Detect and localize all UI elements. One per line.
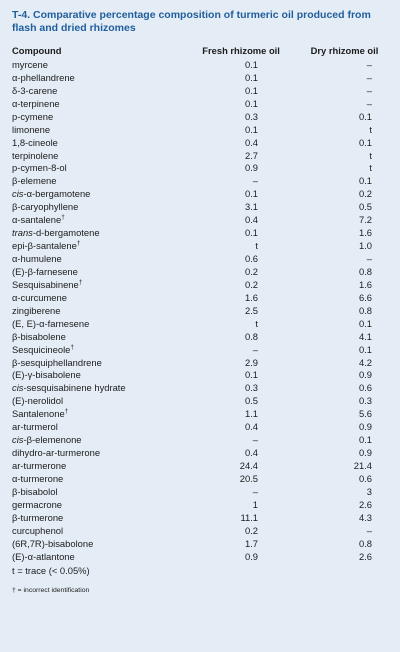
compound-label: -d-bergamotene: [32, 227, 100, 239]
table-row: [12, 97, 388, 110]
table-title: T-4. Comparative percentage composition of turmeric oil produced from flash and dried rhizomes: [12, 9, 371, 34]
compound-name: [12, 150, 188, 161]
table-row: [12, 511, 388, 524]
table-row: [12, 239, 388, 252]
dry-value: 0.3: [358, 395, 372, 407]
dry-value: 0.1: [358, 434, 372, 446]
table-row: [12, 369, 388, 382]
compound-name: [12, 214, 188, 225]
trace-note: t = trace (< 0.05%): [12, 564, 90, 576]
table-row: [12, 265, 388, 278]
table-row: [12, 174, 388, 187]
dry-value: t: [369, 149, 372, 161]
dry-value: 0.1: [358, 343, 372, 355]
compound-label: α-turmerone: [12, 472, 64, 484]
compound-stereo-prefix: cis: [12, 188, 24, 200]
compound-name: [12, 85, 188, 96]
compound-name: [12, 253, 188, 264]
dry-value: 0.9: [358, 447, 372, 459]
compound-label: myrcene: [12, 58, 48, 70]
fresh-value: 0.4: [244, 214, 258, 226]
compound-label: curcuphenol: [12, 524, 64, 536]
compound-label: (E)-γ-bisabolene: [12, 369, 81, 381]
dry-value: 7.2: [358, 214, 372, 226]
table-row: [12, 433, 388, 446]
fresh-value: 0.2: [244, 278, 258, 290]
dry-value: –: [366, 71, 372, 83]
compound-label: -α-bergamotene: [23, 188, 91, 200]
dry-value: 0.1: [358, 136, 372, 148]
dagger-mark: †: [64, 408, 69, 416]
fresh-value: 20.5: [239, 472, 258, 484]
table-row: [12, 71, 388, 84]
compound-label: Santalenone: [12, 408, 65, 420]
fresh-value: 0.5: [244, 395, 258, 407]
fresh-value: –: [252, 485, 258, 497]
dry-value: –: [366, 524, 372, 536]
table-row: [12, 459, 388, 472]
compound-label: Sesquisabinene: [12, 278, 79, 290]
fresh-value: –: [252, 434, 258, 446]
table-row: [12, 420, 388, 433]
table-row: [12, 291, 388, 304]
compound-name: [12, 512, 188, 523]
dry-value: 0.2: [358, 188, 372, 200]
dagger-mark: †: [76, 240, 81, 247]
table-row: [12, 356, 388, 369]
compound-label: β-turmerone: [12, 511, 64, 523]
fresh-value: 2.5: [244, 304, 258, 316]
compound-label: β-elemene: [12, 175, 57, 187]
compound-name: [12, 434, 188, 445]
fresh-value: 11.1: [240, 511, 258, 523]
compound-label: germacrone: [12, 498, 63, 510]
table-row: [12, 58, 388, 71]
compound-label: epi-β-santalene: [12, 240, 77, 252]
compound-name: [12, 357, 188, 368]
table-row: [12, 123, 388, 136]
compound-label: p-cymen-8-ol: [12, 162, 67, 174]
compound-name: [12, 201, 188, 212]
table-row: [12, 162, 388, 175]
compound-name: [12, 538, 188, 549]
compound-name: [12, 124, 188, 135]
table-row: [12, 226, 388, 239]
dry-value: t: [369, 123, 372, 135]
fresh-value: 0.9: [244, 162, 258, 174]
dry-value: 0.6: [358, 472, 372, 484]
dry-value: –: [366, 253, 372, 265]
compound-label: ar-turmerone: [12, 460, 67, 472]
dry-value: 0.9: [358, 421, 372, 433]
fresh-value: 3.1: [244, 201, 258, 213]
fresh-value: 0.1: [244, 188, 258, 200]
compound-label: α-phellandrene: [12, 71, 75, 83]
table-row: [12, 407, 388, 420]
fresh-value: 0.1: [244, 369, 258, 381]
compound-label: dihydro-ar-turmerone: [12, 447, 101, 459]
fresh-value: 2.7: [244, 149, 258, 161]
compound-label: δ-3-carene: [12, 84, 58, 96]
fresh-value: –: [252, 175, 258, 187]
dagger-mark: †: [70, 343, 74, 351]
dagger-mark: †: [78, 278, 83, 286]
table-row: [12, 304, 388, 317]
table-row: [12, 84, 388, 97]
compound-stereo-prefix: cis: [12, 434, 24, 446]
compound-name: [12, 72, 188, 83]
compound-name: [12, 162, 188, 173]
compound-label: β-bisabolol: [12, 485, 58, 497]
compound-name: [12, 240, 188, 251]
table-row: [12, 213, 388, 226]
dry-value: 1.6: [358, 278, 372, 290]
fresh-value: 0.1: [244, 71, 258, 83]
dry-value: –: [366, 84, 372, 96]
dry-value: 4.3: [358, 511, 372, 523]
compound-name: [12, 227, 188, 238]
compound-name: [12, 408, 188, 419]
compound-name: [12, 499, 188, 510]
fresh-value: –: [252, 343, 258, 355]
fresh-value: 0.4: [244, 421, 258, 433]
fresh-value: 0.1: [244, 84, 258, 96]
dagger-mark: †: [61, 214, 65, 222]
compound-name: [12, 525, 188, 536]
footnote: † = incorrect identification: [12, 586, 90, 594]
compound-name: [12, 395, 188, 406]
fresh-value: 0.9: [244, 550, 258, 562]
compound-label: Sesquicineole: [12, 343, 71, 355]
fresh-value: 0.6: [244, 253, 258, 265]
header-compound: Compound: [12, 45, 62, 56]
header-fresh: Fresh rhizome oil: [202, 45, 280, 56]
compound-stereo-prefix: trans: [12, 227, 33, 239]
table-row: [12, 343, 388, 356]
table-row: [12, 485, 388, 498]
compound-label: -sesquisabinene hydrate: [23, 382, 126, 394]
dry-value: 4.2: [358, 356, 372, 368]
table-row: [12, 252, 388, 265]
fresh-value: 0.3: [244, 110, 258, 122]
fresh-value: 0.2: [244, 524, 258, 536]
fresh-value: 1.6: [244, 291, 258, 303]
compound-name: [12, 188, 188, 199]
dry-value: 2.6: [358, 550, 372, 562]
fresh-value: 0.2: [244, 265, 258, 277]
table-row: [12, 394, 388, 407]
table-row: [12, 149, 388, 162]
dry-value: 1.6: [358, 227, 372, 239]
fresh-value: 0.4: [244, 447, 258, 459]
table-row: [12, 187, 388, 200]
table-row: [12, 537, 388, 550]
dry-value: 0.8: [358, 537, 372, 549]
table-row: [12, 317, 388, 330]
compound-label: α-terpinene: [12, 97, 60, 109]
compound-label: ar-turmerol: [12, 421, 58, 433]
fresh-value: 0.4: [244, 136, 258, 148]
table-row: [12, 550, 388, 563]
fresh-value: 0.1: [244, 123, 258, 135]
compound-label: β-sesquiphellandrene: [12, 356, 102, 368]
dry-value: 21.4: [353, 460, 372, 472]
compound-name: [12, 447, 188, 458]
header-dry: Dry rhizome oil: [310, 45, 379, 56]
dry-value: 2.6: [358, 498, 372, 510]
dry-value: 0.8: [358, 304, 372, 316]
compound-label: limonene: [12, 123, 51, 135]
dry-value: 0.8: [358, 265, 372, 277]
dry-value: 4.1: [358, 330, 372, 342]
dry-value: 0.5: [358, 201, 372, 213]
compound-name: [12, 98, 188, 109]
fresh-value: 0.8: [244, 330, 258, 342]
compound-name: [12, 473, 188, 484]
compound-label: (E)-nerolidol: [12, 395, 64, 407]
compound-stereo-prefix: cis: [12, 382, 24, 394]
compound-name: [12, 318, 188, 329]
table-row: [12, 330, 388, 343]
table-row: [12, 472, 388, 485]
compound-name: [12, 266, 188, 277]
table-header: [12, 43, 388, 58]
table-row: [12, 136, 388, 149]
compound-name: [12, 369, 188, 380]
compound-label: (6R,7R)-bisabolone: [12, 537, 94, 549]
compound-name: [12, 137, 188, 148]
table-row: [12, 200, 388, 213]
compound-name: [12, 279, 188, 290]
fresh-value: 1.1: [244, 408, 258, 420]
dry-value: t: [369, 162, 372, 174]
dry-value: 0.1: [358, 175, 372, 187]
table-row: [12, 381, 388, 394]
dry-value: 3: [366, 485, 372, 497]
compound-name: [12, 111, 188, 122]
dry-value: 0.1: [358, 110, 372, 122]
compound-name: [12, 305, 188, 316]
dry-value: –: [366, 58, 372, 70]
fresh-value: 0.3: [244, 382, 258, 394]
compound-label: p-cymene: [12, 110, 54, 122]
table-row: [12, 498, 388, 511]
fresh-value: 24.4: [239, 460, 258, 472]
dry-value: 0.9: [358, 369, 372, 381]
table-row: [12, 110, 388, 123]
compound-label: (E)-α-atlantone: [12, 550, 75, 562]
dry-value: 0.1: [358, 317, 372, 329]
dry-value: –: [366, 97, 372, 109]
table-body: [12, 58, 388, 563]
compound-label: β-bisabolene: [12, 330, 66, 342]
compound-label: terpinolene: [12, 149, 59, 161]
compound-label: α-humulene: [12, 253, 62, 265]
dry-value: 6.6: [358, 291, 372, 303]
compound-name: [12, 421, 188, 432]
compound-label: 1,8-cineole: [12, 136, 58, 148]
dry-value: 1.0: [358, 240, 372, 252]
fresh-value: 0.1: [244, 97, 258, 109]
table-row: [12, 524, 388, 537]
fresh-value: 1: [252, 498, 258, 510]
dry-value: 5.6: [358, 408, 372, 420]
table-row: [12, 446, 388, 459]
compound-name: [12, 175, 188, 186]
compound-label: -β-elemenone: [23, 434, 82, 446]
compound-label: (E)-β-farnesene: [12, 265, 78, 277]
fresh-value: t: [255, 317, 258, 329]
compound-name: [12, 344, 188, 355]
fresh-value: t: [255, 240, 258, 252]
compound-name: [12, 292, 188, 303]
compound-name: [12, 486, 188, 497]
fresh-value: 0.1: [244, 227, 258, 239]
dry-value: 0.6: [358, 382, 372, 394]
compound-name: [12, 382, 188, 393]
fresh-value: 1.7: [244, 537, 258, 549]
compound-label: zingiberene: [12, 304, 61, 316]
compound-name: [12, 331, 188, 342]
fresh-value: 2.9: [244, 356, 258, 368]
compound-label: (E, E)-α-farnesene: [12, 317, 90, 329]
compound-name: [12, 59, 188, 70]
compound-name: [12, 551, 188, 562]
compound-label: α-curcumene: [12, 291, 67, 303]
fresh-value: 0.1: [244, 58, 258, 70]
compound-label: α-santalene: [12, 214, 62, 226]
compound-name: [12, 460, 188, 471]
compound-label: β-caryophyllene: [12, 201, 79, 213]
table-row: [12, 278, 388, 291]
